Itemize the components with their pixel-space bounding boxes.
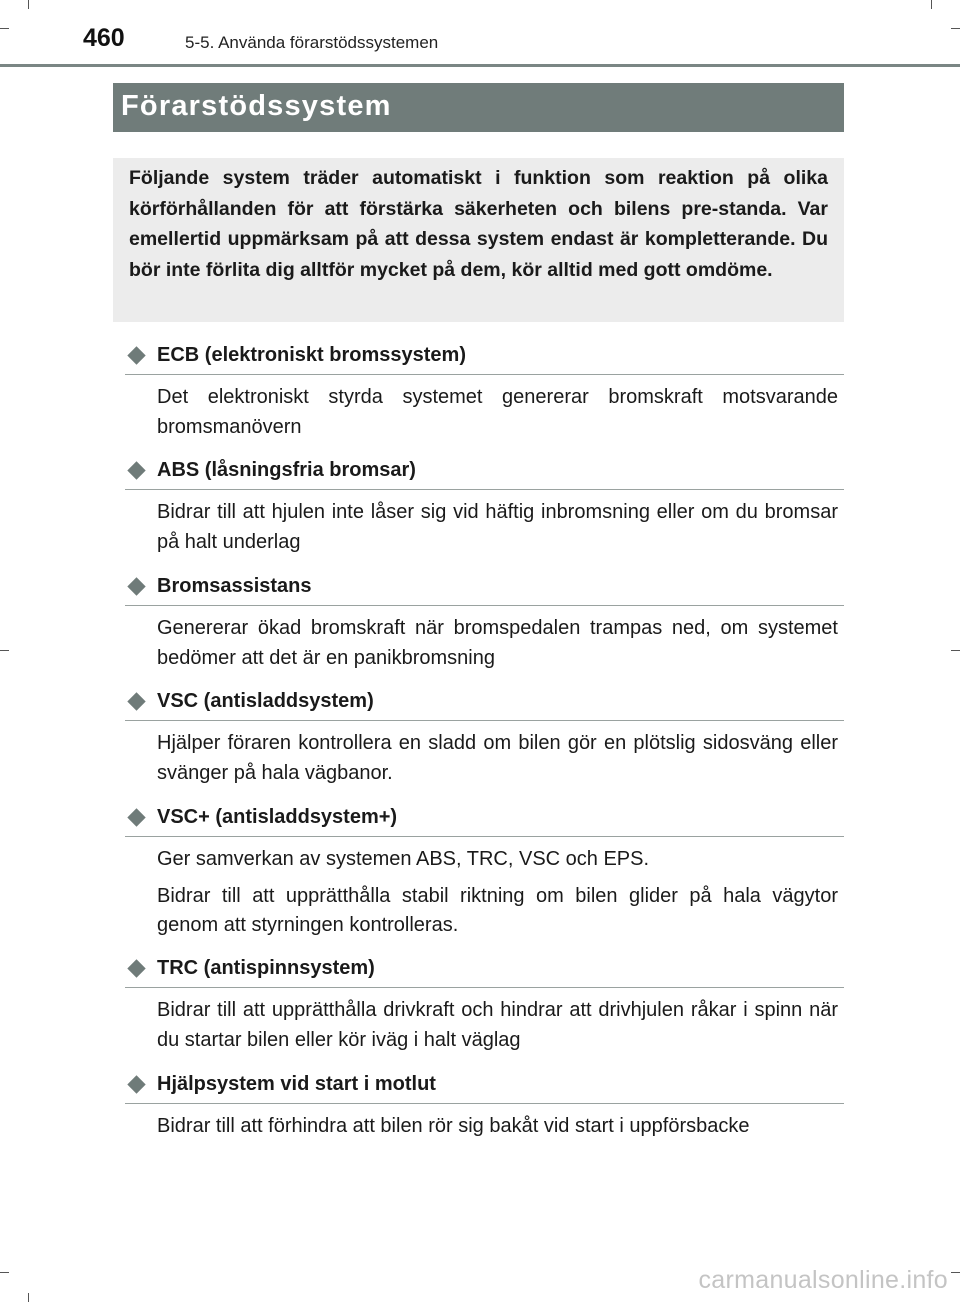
section-body [157,729,838,788]
section-heading [125,802,844,837]
section-title: VSC+ (antisladdsystem+) [157,806,398,828]
section-hill-start [125,1069,844,1149]
section-paragraph: Hjälper föraren kontrollera en sladd om bilen gör en plötslig sidosväng eller svänger på hala vägbanor. [157,732,838,784]
intro-text: Följande system träder automatiskt i funktion som reaktion på olika körförhållanden för att förstärka säkerheten och bilens pre-standa. Var emellertid uppmärksam på att dessa system endast är kompletterande. Du bör inte förlita dig alltför mycket på dem, kör alltid med gott omdöme. [129,167,828,281]
section-body [157,996,838,1055]
watermark-text: carmanualsonline.info [698,1266,948,1294]
section-paragraph: Genererar ökad bromskraft när bromspedalen trampas ned, om systemet bedömer att det är en panikbromsning [157,617,838,669]
section-title: Bromsassistans [157,575,312,597]
crop-mark [28,1293,29,1302]
section-ecb [125,340,844,449]
section-paragraph: Det elektroniskt styrda systemet genererar bromskraft motsvarande bromsmanövern [157,386,838,438]
crop-mark [931,0,932,9]
section-body [157,1112,838,1142]
section-title: ABS (låsningsfria bromsar) [157,459,416,481]
section-paragraph: Bidrar till att upprätthålla stabil riktning om bilen glider på hala vägytor genom att styrningen kontrolleras. [157,884,838,936]
section-title: VSC (antisladdsystem) [157,690,374,712]
crop-mark [0,1272,9,1273]
section-body [157,498,838,557]
section-brake-assist [125,571,844,680]
section-paragraph: Ger samverkan av systemen ABS, TRC, VSC och EPS. [157,848,650,870]
diamond-bullet-icon [127,461,145,479]
crop-mark [0,28,9,29]
intro-box [113,158,844,322]
section-trc [125,953,844,1062]
section-body [157,614,838,673]
crop-mark [28,0,29,9]
section-paragraph: Bidrar till att förhindra att bilen rör sig bakåt vid start i uppförsbacke [157,1115,750,1137]
section-title: Hjälpsystem vid start i motlut [157,1073,436,1095]
crop-mark [0,650,9,651]
crop-mark [951,28,960,29]
section-heading [125,953,844,988]
crop-mark [951,1272,960,1273]
section-title: TRC (antispinnsystem) [157,957,375,979]
section-body [157,845,838,941]
diamond-bullet-icon [127,959,145,977]
section-paragraph: Bidrar till att upprätthålla drivkraft och hindrar att drivhjulen råkar i spinn när du startar bilen eller kör iväg i halt väglag [157,999,838,1051]
crop-mark [951,650,960,651]
section-vsc [125,686,844,795]
diamond-bullet-icon [127,808,145,826]
page-number: 460 [83,24,125,52]
diamond-bullet-icon [127,1075,145,1093]
section-heading [125,1069,844,1104]
section-heading [125,340,844,375]
section-title: ECB (elektroniskt bromssystem) [157,344,466,366]
section-heading [125,571,844,606]
section-abs [125,455,844,564]
header-divider [0,64,960,67]
section-heading [125,455,844,490]
section-body [157,383,838,442]
page-title: Förarstödssystem [121,90,392,122]
section-vsc-plus [125,802,844,948]
diamond-bullet-icon [127,692,145,710]
title-bar [113,83,844,132]
chapter-heading: 5-5. Använda förarstödssystemen [185,33,439,52]
section-heading [125,686,844,721]
section-paragraph: Bidrar till att hjulen inte låser sig vid häftig inbromsning eller om du bromsar på halt underlag [157,501,838,553]
diamond-bullet-icon [127,346,145,364]
diamond-bullet-icon [127,577,145,595]
